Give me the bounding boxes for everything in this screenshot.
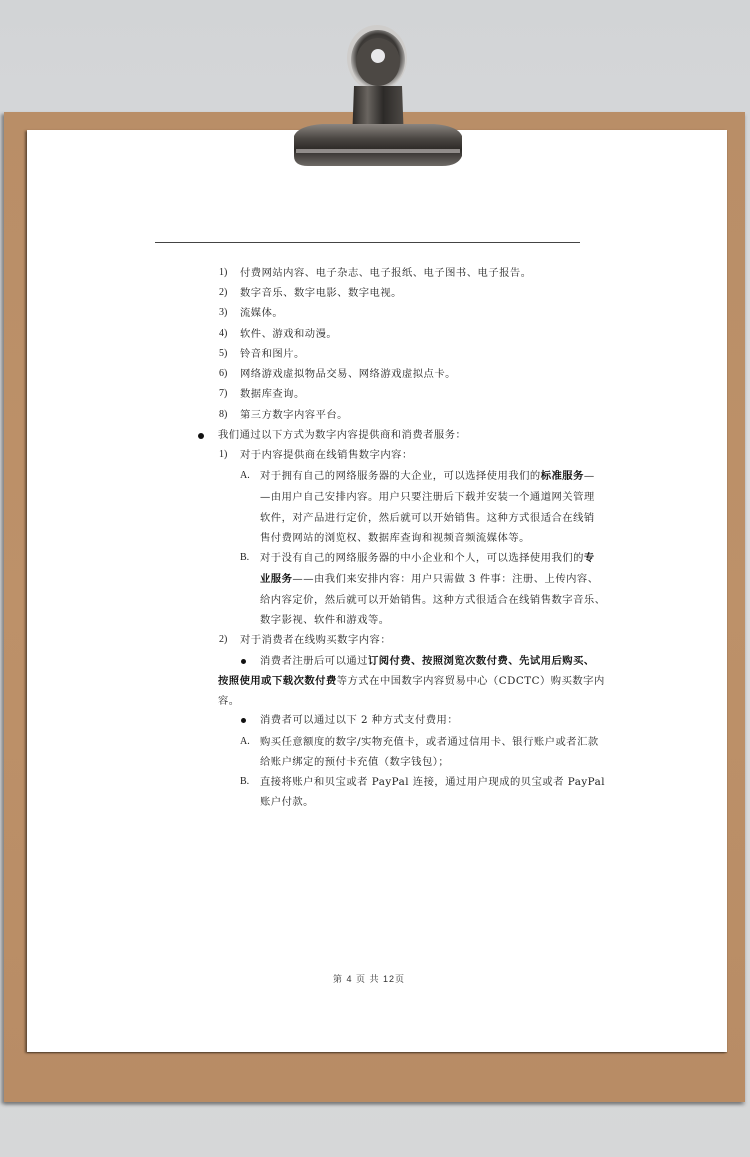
list-item-number: 7) (219, 388, 228, 399)
list-item-number: 5) (219, 348, 228, 359)
consumers-heading: 对于消费者在线购买数字内容： (240, 634, 392, 646)
pay-a-line1: 购买任意额度的数字/实物充值卡，或者通过信用卡、银行账户或者汇款 (260, 736, 599, 748)
option-letter: A. (240, 736, 250, 747)
list-item-number: 6) (219, 368, 228, 379)
pay-a-line2: 给账户绑定的预付卡充值（数字钱包）； (260, 756, 450, 768)
pay-b-line2: 账户付款。 (260, 796, 314, 808)
list-item-number: 3) (219, 307, 228, 318)
list-item: 第三方数字内容平台。 (240, 409, 348, 421)
consumer-bullet1-line2: 按照使用或下载次数付费等方式在中国数字内容贸易中心（CDCTC）购买数字内 (218, 675, 605, 687)
option-b-line1: 对于没有自己的网络服务器的中小企业和个人，可以选择使用我们的专 (260, 552, 595, 564)
header-rule (155, 242, 580, 243)
page-footer: 第 4 页 共 12页 (333, 974, 406, 984)
list-item: 铃音和图片。 (240, 348, 305, 360)
list-item: 软件、游戏和动漫。 (240, 328, 338, 340)
list-item-number: 2) (219, 287, 228, 298)
option-a-line4: 售付费网站的浏览权、数据库查询和视频音频流媒体等。 (260, 532, 530, 544)
list-item: 付费网站内容、电子杂志、电子报纸、电子图书、电子报告。 (240, 267, 532, 279)
pay-b-line1: 直接将账户和贝宝或者 PayPal 连接，通过用户现成的贝宝或者 PayPal (260, 776, 606, 788)
list-item: 流媒体。 (240, 307, 284, 319)
bullet-icon (241, 718, 246, 723)
option-a-line3: 软件，对产品进行定价，然后就可以开始销售。这种方式很适合在线销 (260, 512, 595, 524)
consumer-bullet1-line3: 容。 (218, 695, 240, 707)
providers-heading: 对于内容提供商在线销售数字内容： (240, 449, 413, 461)
option-letter: A. (240, 470, 250, 481)
services-intro: 我们通过以下方式为数字内容提供商和消费者服务： (218, 429, 467, 441)
option-a-line1: 对于拥有自己的网络服务器的大企业，可以选择使用我们的标准服务— (260, 470, 595, 482)
list-item-number: 4) (219, 328, 228, 339)
option-letter: B. (240, 552, 250, 563)
list-item-number: 8) (219, 409, 228, 420)
option-b-line2: 业服务——由我们来安排内容：用户只需做 3 件事：注册、上传内容、 (260, 573, 599, 585)
bullet-icon (198, 433, 204, 439)
option-a-line2: —由用户自己安排内容。用户只要注册后下载并安装一个通道网关管理 (260, 491, 595, 503)
bullet-icon (241, 659, 246, 664)
binder-clip-icon (282, 24, 468, 170)
list-item: 网络游戏虚拟物品交易、网络游戏虚拟点卡。 (240, 368, 456, 380)
consumer-bullet2: 消费者可以通过以下 2 种方式支付费用： (260, 714, 459, 726)
section-number: 1) (219, 449, 228, 460)
option-b-line4: 数字影视、软件和游戏等。 (260, 614, 390, 626)
option-b-line3: 给内容定价，然后就可以开始销售。这种方式很适合在线销售数字音乐、 (260, 594, 606, 606)
list-item-number: 1) (219, 267, 228, 278)
consumer-bullet1-line1: 消费者注册后可以通过订阅付费、按照浏览次数付费、先试用后购买、 (260, 655, 595, 667)
list-item: 数据库查询。 (240, 388, 305, 400)
option-letter: B. (240, 776, 250, 787)
list-item: 数字音乐、数字电影、数字电视。 (240, 287, 402, 299)
section-number: 2) (219, 634, 228, 645)
